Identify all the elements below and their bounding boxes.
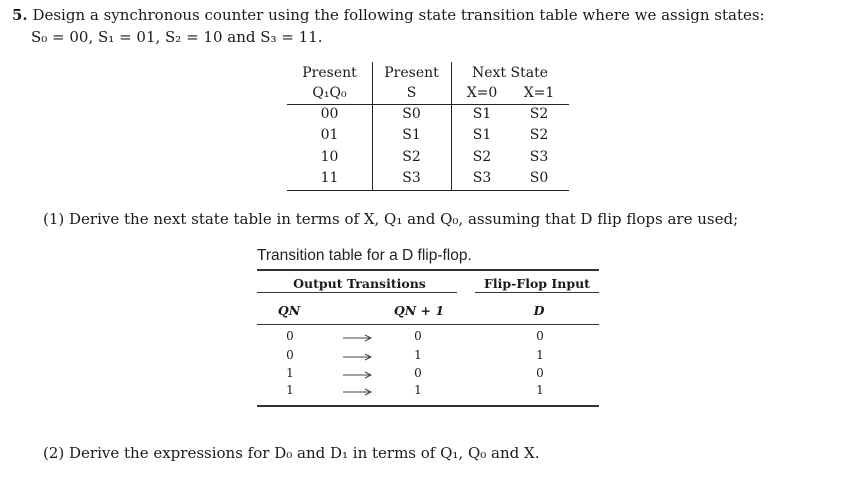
cell-qn-plus-1: 0	[414, 329, 422, 343]
header-qn: QN	[277, 303, 301, 318]
cell-qn: 1	[286, 383, 294, 397]
cell-d: 1	[536, 383, 544, 397]
cell-x0: S1	[472, 106, 492, 122]
table-header-rule	[287, 104, 569, 105]
cell-q: 01	[320, 127, 339, 143]
arrow-right-icon	[343, 334, 373, 342]
cell-qn-plus-1: 0	[414, 366, 422, 380]
problem-number: 5.	[12, 6, 28, 24]
problem-text: Design a synchronous counter using the following state transition table where we assign states:	[32, 6, 765, 24]
cell-qn: 0	[286, 348, 294, 362]
header-q1q0: Q₁Q₀	[312, 85, 347, 101]
table-header-rule	[257, 324, 599, 325]
header-present-s: Present	[384, 65, 439, 81]
cell-x1: S2	[529, 106, 549, 122]
table-divider	[451, 62, 452, 191]
cell-q: 00	[320, 106, 339, 122]
cell-x0: S2	[472, 149, 492, 165]
cell-x1: S3	[529, 149, 549, 165]
cell-s: S1	[402, 127, 421, 143]
cell-s: S3	[402, 170, 421, 186]
cell-d: 0	[536, 329, 544, 343]
cell-d: 1	[536, 348, 544, 362]
header-d: D	[533, 303, 545, 318]
cell-s: S0	[402, 106, 421, 122]
part-2-text: (2) Derive the expressions for D₀ and D₁ in terms of Q₁, Q₀ and X.	[43, 444, 540, 462]
cell-qn: 1	[286, 366, 294, 380]
cell-x0: S1	[472, 127, 492, 143]
cell-x1: S2	[529, 127, 549, 143]
problem-line-1	[12, 6, 765, 24]
header-present-q: Present	[302, 65, 357, 81]
table-bottom-rule	[287, 190, 569, 191]
cell-qn-plus-1: 1	[414, 348, 422, 362]
part-1-text: (1) Derive the next state table in terms of X, Q₁ and Q₀, assuming that D flip flops are used;	[43, 210, 739, 228]
cell-qn-plus-1: 1	[414, 383, 422, 397]
dff-table-title: Transition table for a D flip-flop.	[257, 247, 472, 264]
cell-x1: S0	[529, 170, 549, 186]
header-x1: X=1	[523, 85, 555, 101]
header-output-transitions: Output Transitions	[293, 276, 426, 291]
cell-x0: S3	[472, 170, 492, 186]
arrow-right-icon	[343, 353, 373, 361]
header-next-state: Next State	[472, 65, 548, 81]
cell-q: 11	[320, 170, 339, 186]
header-qn-plus-1: QN + 1	[393, 303, 445, 318]
header-s: S	[406, 85, 417, 101]
arrow-right-icon	[343, 371, 373, 379]
dff-transition-table	[257, 269, 599, 407]
cell-q: 10	[320, 149, 339, 165]
arrow-right-icon	[343, 388, 373, 396]
cell-s: S2	[402, 149, 421, 165]
table-top-rule	[257, 269, 599, 271]
state-transition-table	[287, 62, 569, 191]
cell-qn: 0	[286, 329, 294, 343]
problem-line-2: S₀ = 00, S₁ = 01, S₂ = 10 and S₃ = 11.	[31, 28, 323, 46]
table-bottom-rule	[257, 405, 599, 407]
group-rule-input	[475, 292, 599, 293]
header-flip-flop-input: Flip-Flop Input	[484, 276, 590, 291]
header-x0: X=0	[466, 85, 498, 101]
cell-d: 0	[536, 366, 544, 380]
group-rule-output	[257, 292, 457, 293]
